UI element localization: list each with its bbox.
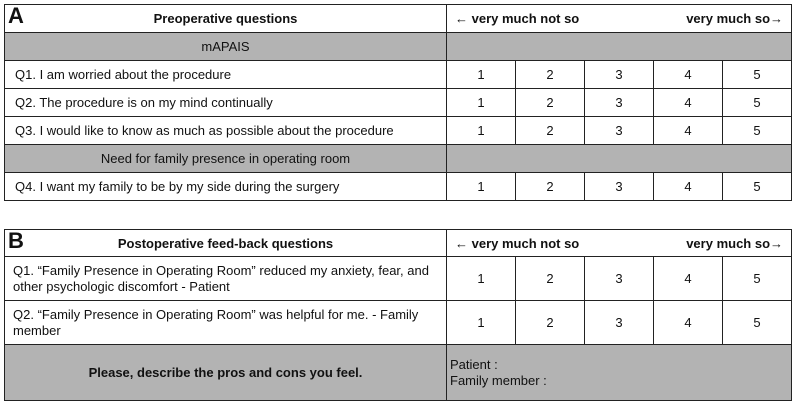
panel-a-letter: A [8, 3, 24, 28]
family-member-response-label: Family member : [450, 372, 547, 388]
question-text: Q2. The procedure is on my mind continually [5, 89, 447, 117]
scale-option-4[interactable]: 4 [654, 173, 723, 201]
scale-option-2[interactable]: 2 [516, 301, 585, 345]
question-row [5, 173, 792, 201]
scale-option-1[interactable]: 1 [447, 173, 516, 201]
scale-option-1[interactable]: 1 [447, 61, 516, 89]
question-row [5, 257, 792, 301]
question-row [5, 301, 792, 345]
scale-left-label: ← very much not so [455, 235, 580, 251]
pros-cons-prompt: Please, describe the pros and cons you feel. [5, 345, 447, 401]
scale-option-2[interactable]: 2 [516, 257, 585, 301]
scale-option-3[interactable]: 3 [585, 301, 654, 345]
scale-option-2[interactable]: 2 [516, 173, 585, 201]
question-text: Q1. “Family Presence in Operating Room” reduced my anxiety, fear, and other psychologic discomfort - Patient [5, 257, 447, 301]
postoperative-feedback-table [4, 229, 792, 401]
section-mapais-fill [447, 33, 792, 61]
scale-option-3[interactable]: 3 [585, 61, 654, 89]
section-family-presence-fill [447, 145, 792, 173]
question-text: Q3. I would like to know as much as possible about the procedure [5, 117, 447, 145]
scale-option-5[interactable]: 5 [723, 61, 792, 89]
pros-cons-response-area[interactable] [447, 345, 792, 401]
panel-a-title: Preoperative questions [153, 11, 298, 26]
scale-option-1[interactable]: 1 [447, 89, 516, 117]
scale-option-5[interactable]: 5 [723, 117, 792, 145]
scale-option-5[interactable]: 5 [723, 257, 792, 301]
scale-option-4[interactable]: 4 [654, 257, 723, 301]
scale-option-1[interactable]: 1 [447, 117, 516, 145]
section-mapais: mAPAIS [5, 33, 447, 61]
scale-option-4[interactable]: 4 [654, 61, 723, 89]
scale-option-5[interactable]: 5 [723, 173, 792, 201]
panel-b-header [5, 230, 447, 257]
scale-right-label: very much so→ [686, 235, 784, 251]
preoperative-questions-table [4, 4, 792, 201]
scale-option-4[interactable]: 4 [654, 301, 723, 345]
scale-option-3[interactable]: 3 [585, 89, 654, 117]
scale-option-1[interactable]: 1 [447, 257, 516, 301]
section-family-presence: Need for family presence in operating room [5, 145, 447, 173]
scale-option-2[interactable]: 2 [516, 117, 585, 145]
scale-option-2[interactable]: 2 [516, 89, 585, 117]
scale-option-4[interactable]: 4 [654, 89, 723, 117]
panel-a-header [5, 5, 447, 33]
question-row [5, 89, 792, 117]
scale-left-label: ← very much not so [455, 11, 580, 26]
scale-option-3[interactable]: 3 [585, 117, 654, 145]
question-text: Q1. I am worried about the procedure [5, 61, 447, 89]
scale-option-1[interactable]: 1 [447, 301, 516, 345]
panel-b-title: Postoperative feed-back questions [117, 235, 334, 251]
scale-option-5[interactable]: 5 [723, 89, 792, 117]
scale-option-3[interactable]: 3 [585, 173, 654, 201]
panel-b-scale-header [447, 230, 792, 257]
question-text: Q2. “Family Presence in Operating Room” was helpful for me. - Family member [5, 301, 447, 345]
scale-right-label: very much so→ [686, 11, 784, 26]
question-row [5, 117, 792, 145]
scale-option-4[interactable]: 4 [654, 117, 723, 145]
scale-option-5[interactable]: 5 [723, 301, 792, 345]
panel-b-letter: B [8, 228, 24, 253]
scale-option-3[interactable]: 3 [585, 257, 654, 301]
question-row [5, 61, 792, 89]
patient-response-label: Patient : [450, 356, 498, 372]
panel-a-scale-header [447, 5, 792, 33]
question-text: Q4. I want my family to be by my side during the surgery [5, 173, 447, 201]
scale-option-2[interactable]: 2 [516, 61, 585, 89]
